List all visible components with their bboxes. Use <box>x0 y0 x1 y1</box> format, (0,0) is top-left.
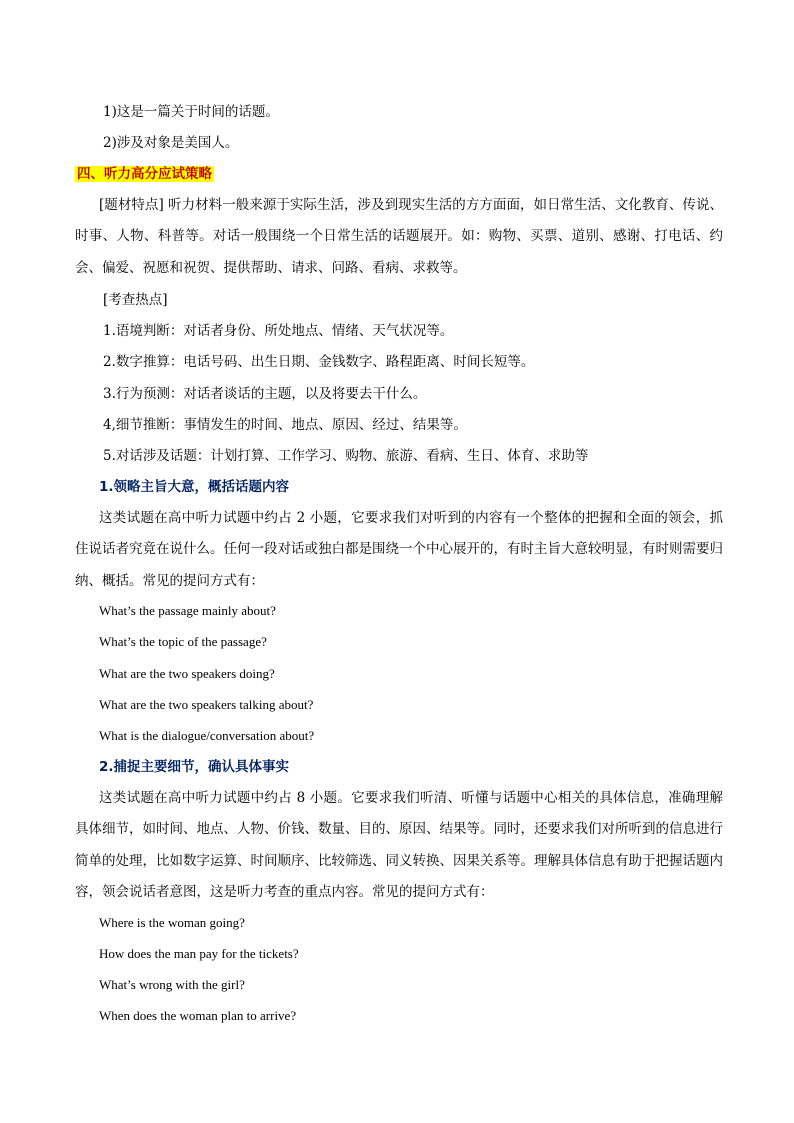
question-item: What are the two speakers doing? <box>99 666 275 681</box>
hotspot-item: 3.行为预测：对话者谈话的主题，以及将要去干什么。 <box>103 386 427 402</box>
intro-point-2: 2)涉及对象是美国人。 <box>103 135 239 151</box>
question-item: How does the man pay for the tickets? <box>99 946 299 961</box>
question-item: What are the two speakers talking about? <box>99 697 314 712</box>
intro-point-1: 1)这是一篇关于时间的话题。 <box>103 104 279 120</box>
section-heading-text: 四、听力高分应试策略 <box>77 166 212 182</box>
strategy2-heading-text: 2.捕捉主要细节，确认具体事实 <box>99 759 290 775</box>
question-item: When does the woman plan to arrive? <box>99 1008 297 1023</box>
question-item: Where is the woman going? <box>99 915 245 930</box>
hotspot-item: 5.对话涉及话题：计划打算、工作学习、购物、旅游、看病、生日、体育、求助等 <box>103 448 589 464</box>
hotspots-title: [考查热点] <box>103 292 168 308</box>
section-heading <box>75 164 725 184</box>
material-paragraph: [题材特点] 听力材料一般来源于实际生活，涉及到现实生活的方方面面，如日常生活、文化教育、传说、时事、人物、科普等。对话一般围绕一个日常生活的话题展开。如：购物、买票、道别、感谢、打电话、约会、偏爱、祝愿和祝贺、提供帮助、请求、问路、看病、求救等。 <box>75 197 723 276</box>
strategy1-heading <box>99 477 749 497</box>
question-item: What’s the passage mainly about? <box>99 603 276 618</box>
question-item: What’s wrong with the girl? <box>99 977 245 992</box>
hotspot-item: 4,细节推断：事情发生的时间、地点、原因、经过、结果等。 <box>103 417 467 433</box>
strategy1-paragraph: 这类试题在高中听力试题中约占 2 小题，它要求我们对听到的内容有一个整体的把握和全面的领会，抓住说话者究竟在说什么。任何一段对话或独白都是围绕一个中心展开的，有时主旨大意较明显，有时则需要归纳、概括。常见的提问方式有： <box>75 510 723 589</box>
hotspot-item: 1.语境判断：对话者身份、所处地点、情绪、天气状况等。 <box>103 323 454 339</box>
strategy2-paragraph: 这类试题在高中听力试题中约占 8 小题。它要求我们听清、听懂与话题中心相关的具体信息，准确理解具体细节，如时间、地点、人物、价钱、数量、目的、原因、结果等。同时，还要求我们对所听到的信息进行简单的处理，比如数字运算、时间顺序、比较筛选、同义转换、因果关系等。理解具体信息有助于把握话题内容，领会说话者意图，这是听力考查的重点内容。常见的提问方式有： <box>75 790 723 901</box>
question-item: What’s the topic of the passage? <box>99 634 267 649</box>
hotspot-item: 2.数字推算：电话号码、出生日期、金钱数字、路程距离、时间长短等。 <box>103 354 535 370</box>
strategy2-heading <box>99 757 749 777</box>
strategy1-heading-text: 1.领略主旨大意，概括话题内容 <box>99 479 290 495</box>
question-item: What is the dialogue/conversation about? <box>99 728 315 743</box>
